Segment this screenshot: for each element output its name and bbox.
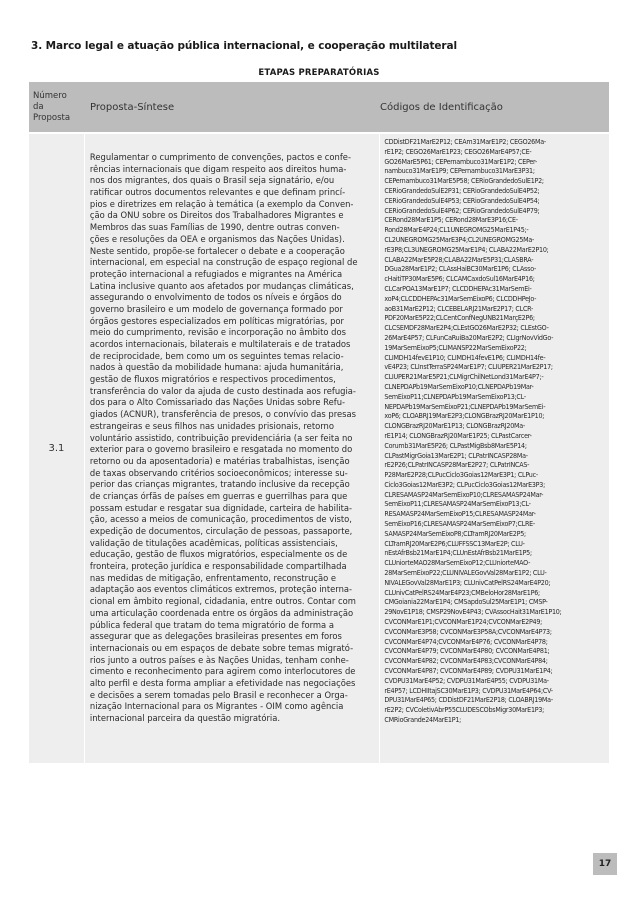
header-proposal-number: Número da Proposta: [33, 90, 71, 123]
table-header-row: [29, 82, 609, 132]
proposal-text-cell: Regulamentar o cumprimento de convenções, pactos e confe- rências internacionais que digam respeito aos direitos huma- nos dos migrantes, dos quais o Brasil seja signatário, e/ou ratificar outros documentos relevantes e que definam princí- pios e diretrizes em relação à temática (a exemplo da Conven- ção da ONU sobre os Direitos dos Trabalhadores Migrantes e Membros das suas Famílias de 1990, dentre outras conven- ções e resoluções da OEA e organismos das Nações Unidas). Neste sentido, propõe-se fortalecer o debate e a cooperação internacional, em especial na construção de espaço regional de proteção internacional a refugiados e migrantes na América Latina inclusive quanto aos afetados por mudanças climáticas, assegurando o envolvimento de todos os níveis e órgãos do governo brasileiro e um modelo de governança formado por órgãos gestores especializados em políticas migratórias, por meio do cumprimento, revisão e incorporação no âmbito dos acordos internacionais, bilaterais e multilaterais e de tratados de reciprocidade, bem como um os seguintes temas relacio- nados à questão da mobilidade humana: ajuda humanitária, gestão de fluxos migratórios e respectivos procedimentos, transferência do valor da ajuda de custo destinada aos refugia- dos para o Alto Comissariado das Nações Unidas sobre Refu- giados (ACNUR), transferência de presos, o convívio das presas estrangeiras e seus filhos nas unidades prisionais, retorno voluntário assistido, contribuição previdenciária (a ser feita no exterior para o governo brasileiro e resgatada no momento do retorno ou da aposentadoria) e matérias trabalhistas, isenção de taxas observando critérios socioeconômicos; interesse su- perior das crianças migrantes, tratando inclusive da recepção de crianças órfãs de países em guerras e guerrilhas para que possam estudar e resgatar sua dignidade, carteira de habilita- ção, acesso a meios de comunicação, procedimentos de visto, expedição de documentos, circulação de pessoas, passaporte, validação de titulações acadêmicas, políticas assistenciais, educação, gestão de fluxos migratórios, especialmente os de fronteira, proteção jurídica e responsabilidade compartilhada nas medidas de mitigação, enfrentamento, reconstrução e adaptação aos eventos climáticos extremos, proteção interna- cional em âmbito regional, cidadania, entre outros. Contar com uma articulação coordenada entre os órgãos da administração pública federal que tratam do tema migratório de forma a assegurar que as delegações brasileiras presentes em foros internacionais ou em espaços de debate sobre temas migrató- rios junto a outros países e às Nações Unidas, tenham conhe- cimento e reconhecimento para agirem como interlocutores de alto perfil e desta forma ampliar a efetividade nas negociações e decisões a serem tomadas pelo Brasil e reconhecer a Orga- nização Internacional para os Migrantes - OIM como agência internacional parceira da questão migratória.: [85, 134, 380, 763]
table-caption: ETAPAS PREPARATÓRIAS: [258, 68, 380, 78]
identification-codes-cell: CDDistDF21MarE2P12; CEAm31MarE1P2; CEGO26Ma- rE1P2; CEGO26MarE1P23; CEGO26MarE4P57;CE- GO26MarE5P61; CEPernambuco31MarE1P2; CEPer- nambuco31MarE1P9; CEPernambuco31MarE3P31; CEPernambuco31MarE5P58; CERioGrandedoSulE1P2; CERioGrandedoSulE2P31; CERioGrandedoSulE4P52; CERioGrandedoSulE4P53; CERioGrandedoSulE4P54; CERioGrandedoSulE4P62; CERioGrandedoSulE4P79; CERond28MarE1P5; CERond28MarE3P16;CE- Rond28MarE4P24;CL1UNEGROMG25MarE1P45;- CL2UNEGROMG25MarE3P4;CL2UNEGROMG25Ma- rE3P8;CL3UNEGROMG25MarE1P4; CLABA22MarE2P10; CLABA22MarE5P28;CLABA22MarE5P31;CLASBRA- DGua28MarE1P2; CLAssHaiBC30MarE1P6; CLAsso- cHaitiTP30MarE5P6; CLCAMCaxdoSul16MarE4P16; CLCarPOA13MarE1P7; CLCDDHEPAc31MarSemEi- xoP4;CLCDDHEPAc31MarSemEixoP6; CLCDDHPeJo- aoB31MarE2P12; CLCEBELARJ21MarE2P17; CLCR- PDF20MarE5P22;CLCentConfNegUNB21MarçE2P6; CLCSEMDF28MarE2P4;CLEstGO26MarE2P32; CLEstGO- 26MarE4P57; CLFunCaRuiBa20MarE2P2; CLIgrNovVidGo- 19MarSemEixoP5;CLIMANSP22MarSemEixoP22; CLIMDH14fevE1P10; CLIMDH14fevE1P6; CLIMDH14fe- vE4P23; CLInstTerraSP24MarE1P7; CLIUPER21MarE2P17; CLIUPER21MarE5P21;CLMigrChilNetLond31MarE4P7;- CLNEPDAPb19MarSemEixoP10;CLNEPDAPb19Mar- SemEixoP11;CLNEPDAPb19MarSemEixoP13;CL- NEPDAPb19MarSemEixoP21;CLNEPDAPb19MarSemEi- xoP6; CLOABRJ19MarE2P3;CLONGBrazRJ20MarE1P10; CLONGBrazRJ20MarE1P13; CLONGBrazRJ20Ma- rE1P14; CLONGBrazRJ20MarE1P25; CLPastCarcer- Corumb31MarE5P26; CLPastMigBsb8MarE5P14; CLPastMigrGoia13MarE2P1; CLPatrINCASP28Ma- rE2P26;CLPatrINCASP28MarE2P27; CLPatrINCAS- P28MarE2P28;CLPucCiclo3Goias12MarE3P1; CLPuc- Ciclo3Goias12MarE3P2; CLPucCiclo3Goias12MarE3P3; CLRESAMASP24MarSemEixoP10;CLRESAMASP24Mar- SemEixoP11;CLRESAMASP24MarSemEixoP13;CL- RESAMASP24MarSemEixoP15;CLRESAMASP24Mar- SemEixoP16;CLRESAMASP24MarSemEixoP7;CLRE- SAMASP24MarSemEixoP8;CLTramRJ20MarE2P5; CLTramRJ20MarE2P6;CLUFFSSC13MarE2P; CLU- nEstAfrBsb21MarE1P4;CLUnEstAfrBsb21MarE1P5; CLUniorteMAO28MarSemEixoP12;CLUniorteMAO- 28MarSemEixoP22;CLUNIVALEGovVal28MarE1P2; CLU- NIVALEGovVal28MarE1P3; CLUnivCatPelRS24MarE4P20; CLUnivCatPelRS24MarE4P23;CMBeloHor28MarE1P6; CMGoiania22MarE1P4; CMSapdoSul25MarE1P1; CMSP- 29NovE1P18; CMSP29NovE4P43; CVAssocHait31MarE1P10; CVCONMarE1P1;CVCONMarE1P24;CVCONMarE2P49; CVCONMarE3P58; CVCONMarE3P58A;CVCONMarE4P73; CVCONMarE4P74;CVCONMarE4P76; CVCONMarE4P78; CVCONMarE4P79; CVCONMarE4P80; CVCONMarE4P81; CVCONMarE4P82; CVCONMarE4P83;CVCONMarE4P84; CVCONMarE4P87; CVCONMarE4P89; CVDPU31MarE1P4; CVDPU31MarE4P52; CVDPU31MarE4P55; CVDPU31Ma- rE4P57; LCDHIItajSC30MarE1P3; CVDPU31MarE4P64;CV- DPU31MarE4P65; CDDistDF21MarE2P18; CLOABRJ19Ma- rE2P2; CVColetivAbrP55CLUDESCObsMigr30MarE1P3; CMRioGrande24MarE1P1;: [384, 137, 562, 725]
header-identification-codes: Códigos de Identificação: [380, 101, 503, 113]
proposal-number-cell: 3.1: [29, 134, 85, 763]
header-proposal-synthesis: Proposta-Síntese: [90, 101, 175, 113]
page-number: 17: [593, 853, 617, 875]
section-title: 3. Marco legal e atuação pública internacional, e cooperação multilateral: [31, 40, 457, 52]
table-row: [29, 134, 609, 763]
